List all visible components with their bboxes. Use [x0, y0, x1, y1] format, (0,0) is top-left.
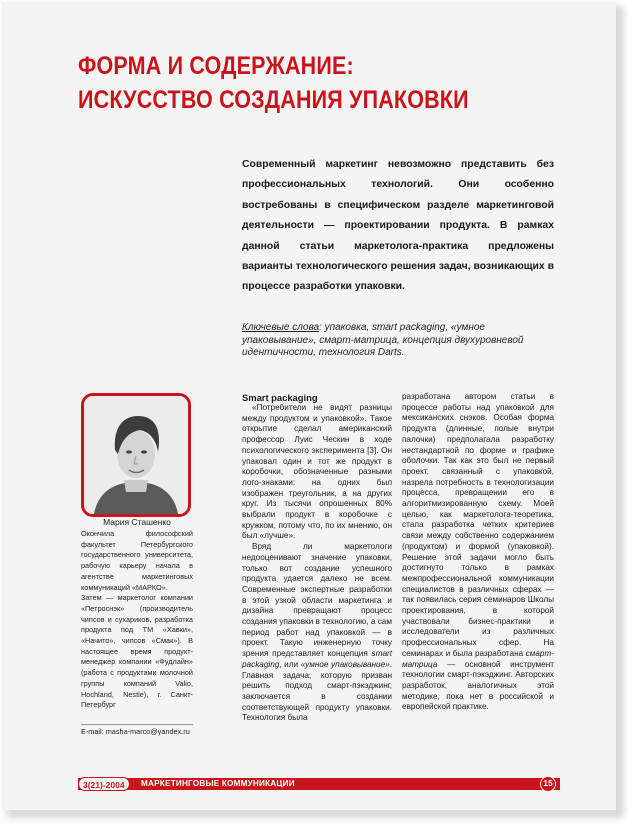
- body-text: — основной инструмент технологии смарт-пэкэджинг. Авторских разработок, аналогичных этой методике, пока нет в российской и европейской практике.: [402, 659, 554, 712]
- page-number: 15: [540, 776, 556, 792]
- author-photo: [81, 393, 191, 517]
- magazine-page: [2, 2, 616, 810]
- keywords: [242, 322, 560, 360]
- body-emphasis: smart packaging: [242, 649, 392, 669]
- author-bio-paragraph: Затем — маркетолог компании «Петроснэк» (производитель чипсов и сухариков, разработка продукта под ТМ «Хавки», «Начито», чипсов «Смак»). В настоящее время продукт-менеджер компании «Фудлайн» (работа с продуктами молочной группы компаний Valio, Hochland, Nestle), г. Санкт-Петербург: [81, 593, 193, 710]
- title-line-1: ФОРМА И СОДЕРЖАНИЕ:: [78, 52, 354, 80]
- journal-name: МАРКЕТИНГОВЫЕ КОММУНИКАЦИИ: [141, 779, 295, 788]
- body-text: . Главная задача, которую призван решить подход смарт-пэкэджинг, заключается в создании соответствующей продукту упаковки. Технология была: [242, 659, 392, 723]
- author-bio-paragraph: Окончила философский факультет Петербургского государственного университета, рабочую карьеру начала в агентстве маркетинговых коммуникаций «МАРКО».: [81, 529, 193, 592]
- author-name: Мария Сташенко: [103, 517, 171, 527]
- body-column-1: [242, 403, 392, 724]
- body-column-2: [402, 392, 554, 713]
- author-bio: [81, 529, 193, 711]
- keywords-label: Ключевые слова: [242, 322, 320, 333]
- body-emphasis: смарт-матрица: [402, 648, 554, 669]
- section-heading: Smart packaging: [242, 392, 318, 403]
- author-portrait-image: [84, 396, 188, 514]
- lead-paragraph: Современный маркетинг невозможно представить без профессиональных технологий. Они особенно востребованы в специфическом разделе маркетинговой деятельности — проектировании продукта. В рамках данной статьи маркетолога-практика предложены варианты технологического решения задач, возникающих в процессе разработки упаковки.: [242, 159, 554, 293]
- body-paragraph: [402, 392, 554, 713]
- title-line-2: ИСКУССТВО СОЗДАНИЯ УПАКОВКИ: [78, 86, 469, 114]
- body-text: Вряд ли маркетологи недооценивают значение упаковки, только вот создание успешного продукта удается далеко не всем. Современные экспертные разработки в этой узкой области маркетинга и дизайна превращают процесс создания упаковки в технологию, а сам период работ над упаковкой — в проект. Такую инженерную точку зрения представляет концепция: [242, 542, 392, 659]
- body-text: разработана автором статьи в процессе работы над упаковкой для мексиканских снэков. Особая форма продукта (длинные, полые внутри палочки) предполагала разработку нестандартной по форме и графике оболочки. Так как это был не первый проект, связанный с упаковкой, назрела потребность в технологизации процесса, превращении его в алгоритмизированную схему. Моей целью, как маркетолога-теоретика, стала разработка четких критериев связи между собственно содержанием (продуктом) и формой (упаковкой). Решение этой задачи могло быть достигнуто только в рамках межпрофессиональной коммуникации специалистов в различных сферах — так появилась серия семинаров Школы проектирования, в которой участвовали бизнес-практики и исследователи из различных профессиональных сфер. На семинарах и была разработана: [402, 392, 554, 658]
- keywords-text: : упаковка, smart packaging, «умное упаковывание», смарт-матрица, концепция двухуровневой идентичности, технология Darts.: [242, 322, 524, 359]
- body-emphasis: «умное упаковывание»: [300, 659, 390, 669]
- issue-badge: 3(21)-2004: [78, 777, 130, 791]
- author-email: E-mail: masha-marco@yandex.ru: [81, 727, 190, 736]
- body-text: , или: [279, 659, 301, 669]
- body-paragraph: «Потребители не видят разницы между продуктом и упаковкой». Такое открытие сделал американский профессор Луис Ческин в ходе психологического эксперимента [3]. Он упаковал один и тот же продукт в коробочки, обозначенные разными лого-знаками: на одних был изображен треугольник, а на других круг. Из тысячи опрошенных 80% выбрали продукт в коробочке с кружком, потому что, по их мнению, он был «лучше».: [242, 403, 392, 541]
- email-divider: [81, 724, 193, 725]
- body-paragraph: [242, 542, 392, 724]
- article-title: [78, 49, 469, 117]
